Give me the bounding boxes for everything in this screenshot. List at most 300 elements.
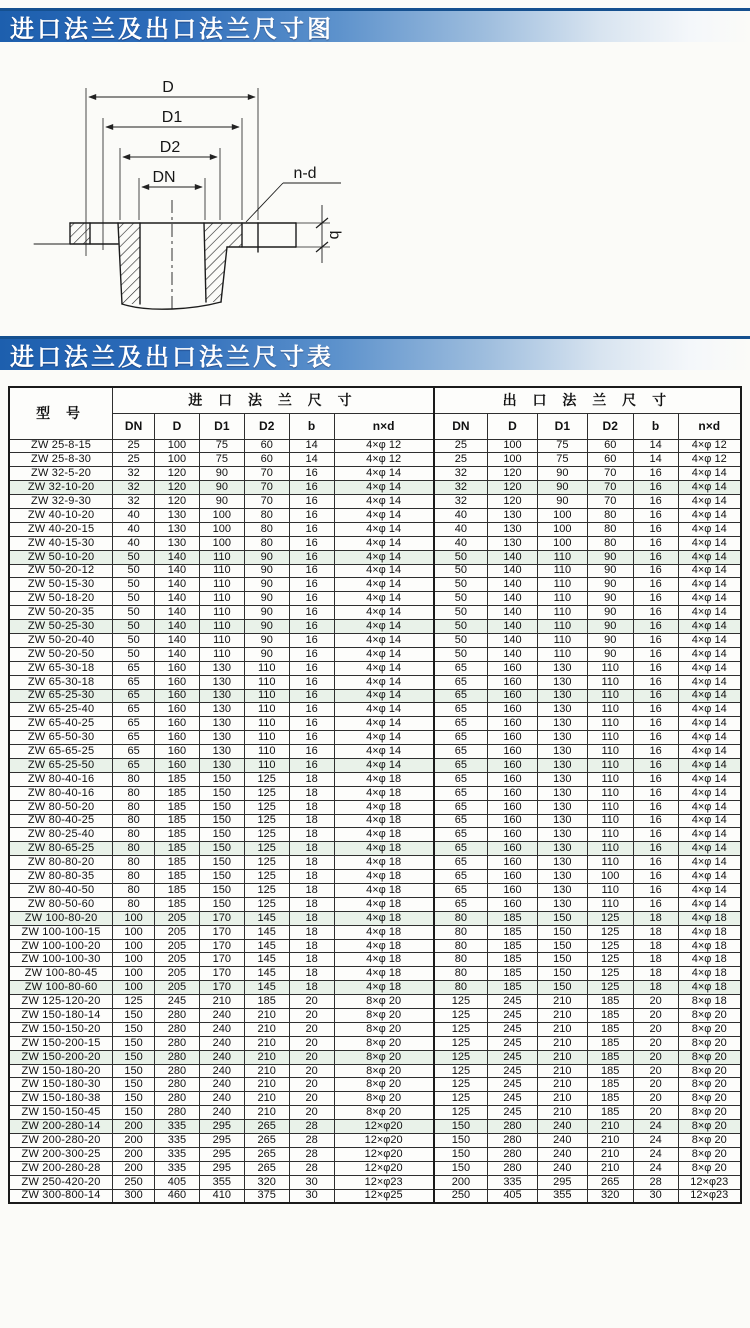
table-row bbox=[9, 606, 741, 620]
dimension-cell: 130 bbox=[537, 731, 587, 745]
dimension-cell: 90 bbox=[199, 481, 244, 495]
dimension-cell: 110 bbox=[587, 689, 633, 703]
dimension-cell: 50 bbox=[113, 606, 155, 620]
dimension-cell: 280 bbox=[488, 1134, 538, 1148]
dimension-cell: 4×φ 18 bbox=[334, 897, 434, 911]
dimension-cell: 16 bbox=[633, 856, 678, 870]
dimension-cell: 100 bbox=[113, 967, 155, 981]
dimension-cell: 150 bbox=[199, 856, 244, 870]
dimension-cell: 80 bbox=[434, 925, 488, 939]
dimension-cell: 8×φ 20 bbox=[678, 1120, 741, 1134]
dimension-cell: 110 bbox=[537, 620, 587, 634]
dimension-cell: 110 bbox=[587, 703, 633, 717]
dimension-cell: 16 bbox=[289, 536, 334, 550]
dimension-cell: 280 bbox=[155, 1009, 200, 1023]
dimension-cell: 240 bbox=[199, 1050, 244, 1064]
dimension-cell: 90 bbox=[587, 633, 633, 647]
dimension-cell: 160 bbox=[488, 897, 538, 911]
dimension-cell: 200 bbox=[434, 1175, 488, 1189]
dimension-cell: 160 bbox=[488, 758, 538, 772]
dimension-cell: 30 bbox=[289, 1189, 334, 1203]
dimension-cell: 16 bbox=[289, 467, 334, 481]
dimension-cell: 4×φ 14 bbox=[334, 467, 434, 481]
dimension-cell: 125 bbox=[434, 1036, 488, 1050]
dimension-cell: 110 bbox=[244, 703, 289, 717]
dimension-cell: 110 bbox=[244, 661, 289, 675]
dimension-cell: 120 bbox=[488, 481, 538, 495]
dimension-cell: 75 bbox=[537, 439, 587, 453]
dimension-cell: 185 bbox=[587, 1050, 633, 1064]
dimension-cell: 18 bbox=[289, 897, 334, 911]
dimension-cell: 4×φ 18 bbox=[678, 981, 741, 995]
dimension-cell: 140 bbox=[155, 620, 200, 634]
dimension-cell: 20 bbox=[289, 1036, 334, 1050]
dimension-cell: 280 bbox=[155, 1022, 200, 1036]
dimension-cell: 280 bbox=[155, 1064, 200, 1078]
dimension-cell: 4×φ 14 bbox=[678, 814, 741, 828]
dimension-cell: 16 bbox=[289, 661, 334, 675]
dimension-cell: 110 bbox=[244, 675, 289, 689]
dimension-cell: 75 bbox=[199, 439, 244, 453]
model-cell: ZW 150-200-15 bbox=[9, 1036, 113, 1050]
dimension-cell: 125 bbox=[244, 842, 289, 856]
dimension-cell: 50 bbox=[113, 564, 155, 578]
dimension-cell: 50 bbox=[113, 633, 155, 647]
model-cell: ZW 32-5-20 bbox=[9, 467, 113, 481]
dimension-cell: 16 bbox=[633, 828, 678, 842]
dimension-cell: 18 bbox=[289, 828, 334, 842]
dimension-cell: 4×φ 14 bbox=[678, 897, 741, 911]
dimension-cell: 16 bbox=[633, 717, 678, 731]
dimension-cell: 16 bbox=[633, 842, 678, 856]
dimension-cell: 120 bbox=[155, 495, 200, 509]
dimension-cell: 4×φ 14 bbox=[678, 508, 741, 522]
dimension-cell: 185 bbox=[488, 925, 538, 939]
dimension-cell: 160 bbox=[488, 675, 538, 689]
dimension-cell: 8×φ 20 bbox=[334, 1009, 434, 1023]
table-row bbox=[9, 967, 741, 981]
dimension-cell: 335 bbox=[155, 1147, 200, 1161]
dimension-cell: 130 bbox=[199, 717, 244, 731]
dimension-cell: 25 bbox=[113, 453, 155, 467]
dimension-cell: 4×φ 12 bbox=[678, 439, 741, 453]
dimension-cell: 245 bbox=[488, 1064, 538, 1078]
table-row bbox=[9, 758, 741, 772]
dimension-cell: 20 bbox=[289, 1064, 334, 1078]
table-row bbox=[9, 689, 741, 703]
dimension-cell: 4×φ 14 bbox=[678, 647, 741, 661]
dimension-cell: 8×φ 18 bbox=[678, 995, 741, 1009]
dimension-cell: 4×φ 14 bbox=[334, 592, 434, 606]
table-row bbox=[9, 1161, 741, 1175]
dimension-cell: 125 bbox=[244, 897, 289, 911]
dimension-cell: 130 bbox=[488, 536, 538, 550]
dimension-cell: 4×φ 14 bbox=[334, 578, 434, 592]
dimension-cell: 110 bbox=[587, 745, 633, 759]
dimension-cell: 28 bbox=[289, 1161, 334, 1175]
dimension-cell: 25 bbox=[113, 439, 155, 453]
dimension-cell: 100 bbox=[199, 508, 244, 522]
dimension-cell: 80 bbox=[434, 953, 488, 967]
dimension-cell: 245 bbox=[488, 1036, 538, 1050]
model-cell: ZW 150-200-20 bbox=[9, 1050, 113, 1064]
dimension-cell: 150 bbox=[537, 981, 587, 995]
dimension-cell: 130 bbox=[537, 786, 587, 800]
dimension-cell: 12×φ23 bbox=[678, 1189, 741, 1203]
dimension-labels bbox=[152, 79, 343, 240]
dimension-cell: 240 bbox=[537, 1120, 587, 1134]
dimension-cell: 145 bbox=[244, 925, 289, 939]
dimension-cell: 295 bbox=[199, 1134, 244, 1148]
dimension-cell: 130 bbox=[199, 675, 244, 689]
dimension-cell: 110 bbox=[587, 814, 633, 828]
dimension-cell: 280 bbox=[155, 1106, 200, 1120]
model-cell: ZW 65-40-25 bbox=[9, 717, 113, 731]
dimension-cell: 130 bbox=[199, 689, 244, 703]
dimension-cell: 240 bbox=[199, 1078, 244, 1092]
dimension-cell: 140 bbox=[155, 647, 200, 661]
dimension-cell: 16 bbox=[633, 800, 678, 814]
dimension-cell: 16 bbox=[633, 467, 678, 481]
table-row bbox=[9, 508, 741, 522]
dimension-cell: 4×φ 18 bbox=[334, 814, 434, 828]
dimension-cell: 210 bbox=[537, 1064, 587, 1078]
dimension-cell: 20 bbox=[633, 1078, 678, 1092]
dimension-cell: 20 bbox=[289, 1050, 334, 1064]
dimension-cell: 210 bbox=[244, 1092, 289, 1106]
model-cell: ZW 125-120-20 bbox=[9, 995, 113, 1009]
model-cell: ZW 65-50-30 bbox=[9, 731, 113, 745]
dimension-cell: 4×φ 18 bbox=[334, 884, 434, 898]
dimension-cell: 4×φ 18 bbox=[334, 870, 434, 884]
dimension-cell: 16 bbox=[289, 564, 334, 578]
dimension-cell: 185 bbox=[155, 897, 200, 911]
dimension-cell: 150 bbox=[199, 828, 244, 842]
dimension-cell: 4×φ 14 bbox=[334, 758, 434, 772]
dimension-cell: 110 bbox=[537, 647, 587, 661]
dimension-cell: 8×φ 20 bbox=[678, 1009, 741, 1023]
dimension-cell: 100 bbox=[113, 911, 155, 925]
dimension-cell: 4×φ 14 bbox=[678, 856, 741, 870]
dimension-cell: 375 bbox=[244, 1189, 289, 1203]
dimension-cell: 16 bbox=[633, 758, 678, 772]
dimension-cell: 80 bbox=[434, 911, 488, 925]
dimension-cell: 170 bbox=[199, 981, 244, 995]
dimension-cell: 18 bbox=[289, 786, 334, 800]
dimension-cell: 32 bbox=[113, 467, 155, 481]
dimension-cell: 245 bbox=[488, 1009, 538, 1023]
table-row bbox=[9, 495, 741, 509]
dimension-cell: 90 bbox=[199, 467, 244, 481]
dimension-cell: 210 bbox=[537, 1022, 587, 1036]
dimension-cell: 110 bbox=[199, 633, 244, 647]
dimension-cell: 110 bbox=[587, 786, 633, 800]
dimension-cell: 120 bbox=[155, 467, 200, 481]
dimension-cell: 8×φ 20 bbox=[678, 1078, 741, 1092]
dimension-cell: 65 bbox=[434, 786, 488, 800]
dimension-cell: 80 bbox=[434, 981, 488, 995]
dimension-cell: 145 bbox=[244, 953, 289, 967]
table-row bbox=[9, 925, 741, 939]
dimension-cell: 4×φ 14 bbox=[678, 675, 741, 689]
dimension-cell: 4×φ 14 bbox=[678, 550, 741, 564]
dimension-cell: 65 bbox=[434, 731, 488, 745]
dimension-cell: 40 bbox=[434, 508, 488, 522]
dimension-cell: 32 bbox=[113, 481, 155, 495]
dimension-cell: 16 bbox=[289, 578, 334, 592]
dimension-cell: 4×φ 14 bbox=[678, 606, 741, 620]
dimension-cell: 20 bbox=[633, 995, 678, 1009]
dimension-cell: 12×φ25 bbox=[334, 1189, 434, 1203]
dimension-cell: 145 bbox=[244, 939, 289, 953]
dimension-cell: 8×φ 20 bbox=[334, 1064, 434, 1078]
dimension-cell: 4×φ 18 bbox=[678, 967, 741, 981]
dimension-cell: 12×φ20 bbox=[334, 1161, 434, 1175]
model-column-header: 型 号 bbox=[9, 387, 113, 439]
dimension-cell: 130 bbox=[155, 522, 200, 536]
dimension-cell: 12×φ23 bbox=[678, 1175, 741, 1189]
dimension-cell: 160 bbox=[155, 731, 200, 745]
dimension-cell: 130 bbox=[199, 745, 244, 759]
table-row bbox=[9, 939, 741, 953]
dimension-cell: 14 bbox=[633, 453, 678, 467]
model-cell: ZW 80-80-20 bbox=[9, 856, 113, 870]
dimension-cell: 50 bbox=[113, 578, 155, 592]
dimension-cell: 16 bbox=[633, 606, 678, 620]
dimension-cell: 4×φ 14 bbox=[334, 550, 434, 564]
model-cell: ZW 150-180-38 bbox=[9, 1092, 113, 1106]
dimension-cell: 8×φ 20 bbox=[678, 1092, 741, 1106]
flange-dimensions-table bbox=[8, 386, 742, 1204]
dimension-cell: 14 bbox=[633, 439, 678, 453]
dimension-cell: 16 bbox=[633, 814, 678, 828]
dimension-cell: 4×φ 18 bbox=[334, 911, 434, 925]
dimension-cell: 80 bbox=[113, 772, 155, 786]
dimension-cell: 140 bbox=[155, 578, 200, 592]
dimension-cell: 80 bbox=[244, 508, 289, 522]
dimension-cell: 140 bbox=[155, 592, 200, 606]
dimension-cell: 16 bbox=[633, 495, 678, 509]
dimension-cell: 16 bbox=[633, 647, 678, 661]
dimension-cell: 130 bbox=[537, 828, 587, 842]
dimension-cell: 150 bbox=[199, 772, 244, 786]
dimension-cell: 4×φ 14 bbox=[678, 772, 741, 786]
model-cell: ZW 50-20-40 bbox=[9, 633, 113, 647]
dimension-cell: 210 bbox=[244, 1050, 289, 1064]
dimension-cell: 4×φ 14 bbox=[678, 633, 741, 647]
table-row bbox=[9, 647, 741, 661]
dimension-cell: 160 bbox=[488, 745, 538, 759]
dimension-cell: 280 bbox=[488, 1161, 538, 1175]
dimension-cell: 170 bbox=[199, 939, 244, 953]
dimension-cell: 130 bbox=[155, 536, 200, 550]
dimension-cell: 16 bbox=[633, 550, 678, 564]
dimension-cell: 355 bbox=[199, 1175, 244, 1189]
dimension-cell: 185 bbox=[155, 786, 200, 800]
dimension-cell: 80 bbox=[434, 967, 488, 981]
table-row bbox=[9, 1175, 741, 1189]
table-row bbox=[9, 1036, 741, 1050]
dimension-cell: 185 bbox=[155, 772, 200, 786]
dimension-cell: 130 bbox=[537, 772, 587, 786]
dimension-cell: 160 bbox=[488, 814, 538, 828]
dimension-cell: 185 bbox=[587, 1064, 633, 1078]
dimension-cell: 110 bbox=[587, 772, 633, 786]
dimension-cell: 245 bbox=[488, 1092, 538, 1106]
dimension-cell: 150 bbox=[113, 1009, 155, 1023]
dimension-cell: 70 bbox=[244, 495, 289, 509]
dimension-cell: 4×φ 14 bbox=[334, 647, 434, 661]
model-cell: ZW 80-50-20 bbox=[9, 800, 113, 814]
dimension-cell: 18 bbox=[289, 981, 334, 995]
dimension-cell: 160 bbox=[488, 772, 538, 786]
model-cell: ZW 40-10-20 bbox=[9, 508, 113, 522]
dimension-cell: 65 bbox=[113, 661, 155, 675]
dimension-cell: 90 bbox=[587, 606, 633, 620]
dimension-cell: 150 bbox=[199, 786, 244, 800]
dimension-cell: 90 bbox=[587, 550, 633, 564]
dimension-cell: 240 bbox=[199, 1064, 244, 1078]
dimension-cell: 150 bbox=[113, 1036, 155, 1050]
dimension-cell: 110 bbox=[199, 647, 244, 661]
model-cell: ZW 25-8-15 bbox=[9, 439, 113, 453]
dimension-cell: 65 bbox=[113, 731, 155, 745]
dimension-cell: 80 bbox=[587, 522, 633, 536]
dimension-cell: 4×φ 14 bbox=[334, 564, 434, 578]
dimension-cell: 70 bbox=[244, 481, 289, 495]
dimension-cell: 110 bbox=[244, 731, 289, 745]
table-row bbox=[9, 633, 741, 647]
dimension-cell: 50 bbox=[434, 606, 488, 620]
outlet-col-d: D bbox=[488, 413, 538, 439]
inlet-col-dn: DN bbox=[113, 413, 155, 439]
dimension-cell: 125 bbox=[434, 1064, 488, 1078]
dimension-cell: 65 bbox=[113, 745, 155, 759]
dimension-cell: 130 bbox=[199, 661, 244, 675]
dimension-cell: 4×φ 14 bbox=[334, 606, 434, 620]
dimension-cell: 405 bbox=[155, 1175, 200, 1189]
model-cell: ZW 65-30-18 bbox=[9, 661, 113, 675]
dimension-cell: 60 bbox=[244, 453, 289, 467]
dimension-cell: 265 bbox=[244, 1147, 289, 1161]
dimension-cell: 24 bbox=[633, 1134, 678, 1148]
dimension-cell: 70 bbox=[587, 495, 633, 509]
dimension-cell: 185 bbox=[587, 1106, 633, 1120]
model-cell: ZW 32-10-20 bbox=[9, 481, 113, 495]
dimension-cell: 110 bbox=[587, 717, 633, 731]
model-cell: ZW 80-40-16 bbox=[9, 772, 113, 786]
table-row bbox=[9, 481, 741, 495]
dimension-cell: 245 bbox=[155, 995, 200, 1009]
dimension-cell: 20 bbox=[289, 1009, 334, 1023]
dimension-cell: 18 bbox=[633, 925, 678, 939]
dimension-cell: 4×φ 18 bbox=[334, 800, 434, 814]
dimension-cell: 295 bbox=[537, 1175, 587, 1189]
flange-cross-section-diagram bbox=[28, 68, 358, 320]
dimension-cell: 125 bbox=[587, 967, 633, 981]
dimension-cell: 125 bbox=[244, 800, 289, 814]
dimension-cell: 32 bbox=[434, 495, 488, 509]
dimension-cell: 185 bbox=[155, 828, 200, 842]
dimension-cell: 140 bbox=[488, 620, 538, 634]
dimension-cell: 90 bbox=[587, 578, 633, 592]
dimension-cell: 90 bbox=[537, 467, 587, 481]
dimension-cell: 130 bbox=[155, 508, 200, 522]
dimension-cell: 210 bbox=[537, 995, 587, 1009]
dimension-cell: 20 bbox=[633, 1092, 678, 1106]
dimension-cell: 4×φ 18 bbox=[678, 911, 741, 925]
dimension-cell: 100 bbox=[155, 439, 200, 453]
dimension-cell: 4×φ 18 bbox=[334, 981, 434, 995]
dimension-cell: 16 bbox=[289, 606, 334, 620]
dimension-cell: 110 bbox=[587, 856, 633, 870]
dimension-cell: 140 bbox=[155, 550, 200, 564]
dimension-cell: 4×φ 18 bbox=[334, 856, 434, 870]
dimension-cell: 140 bbox=[488, 633, 538, 647]
dimension-cell: 295 bbox=[199, 1147, 244, 1161]
dimension-cell: 30 bbox=[633, 1189, 678, 1203]
dimension-cell: 4×φ 12 bbox=[334, 453, 434, 467]
dimension-cell: 16 bbox=[289, 689, 334, 703]
dimension-cell: 265 bbox=[244, 1134, 289, 1148]
dimension-cell: 14 bbox=[289, 439, 334, 453]
table-row bbox=[9, 620, 741, 634]
dimension-cell: 210 bbox=[244, 1064, 289, 1078]
dimension-cell: 140 bbox=[488, 592, 538, 606]
dimension-cell: 90 bbox=[244, 578, 289, 592]
dimension-cell: 160 bbox=[488, 800, 538, 814]
dimension-cell: 110 bbox=[587, 842, 633, 856]
dimension-cell: 20 bbox=[289, 1106, 334, 1120]
section-title-table bbox=[0, 336, 750, 370]
dimension-cell: 80 bbox=[113, 842, 155, 856]
dimension-cell: 16 bbox=[289, 592, 334, 606]
model-cell: ZW 200-280-20 bbox=[9, 1134, 113, 1148]
dimension-cell: 40 bbox=[113, 508, 155, 522]
dimension-cell: 65 bbox=[434, 884, 488, 898]
table-title-text: 进口法兰及出口法兰尺寸表 bbox=[10, 345, 334, 371]
dimension-cell: 75 bbox=[199, 453, 244, 467]
model-cell: ZW 150-180-20 bbox=[9, 1064, 113, 1078]
flange-hatch-sections bbox=[70, 223, 242, 304]
model-cell: ZW 50-20-35 bbox=[9, 606, 113, 620]
dimension-cell: 240 bbox=[199, 1106, 244, 1120]
dimension-cell: 245 bbox=[488, 1022, 538, 1036]
dimension-cell: 100 bbox=[537, 536, 587, 550]
dimension-cell: 18 bbox=[289, 870, 334, 884]
dimension-cell: 130 bbox=[537, 661, 587, 675]
dimension-cell: 28 bbox=[633, 1175, 678, 1189]
dimension-cell: 20 bbox=[633, 1050, 678, 1064]
dimension-cell: 210 bbox=[587, 1161, 633, 1175]
dimension-cell: 65 bbox=[434, 689, 488, 703]
model-cell: ZW 150-150-20 bbox=[9, 1022, 113, 1036]
dimension-cell: 185 bbox=[155, 842, 200, 856]
dimension-cell: 245 bbox=[488, 995, 538, 1009]
dimension-cell: 160 bbox=[488, 786, 538, 800]
dimension-cell: 18 bbox=[633, 911, 678, 925]
dimension-cell: 16 bbox=[289, 481, 334, 495]
table-row bbox=[9, 661, 741, 675]
dimension-cell: 50 bbox=[113, 592, 155, 606]
dimension-cell: 160 bbox=[155, 703, 200, 717]
dimension-cell: 80 bbox=[113, 884, 155, 898]
dimension-cell: 205 bbox=[155, 911, 200, 925]
model-cell: ZW 50-20-12 bbox=[9, 564, 113, 578]
dimension-cell: 125 bbox=[244, 814, 289, 828]
dimension-cell: 150 bbox=[537, 939, 587, 953]
dimension-cell: 16 bbox=[633, 564, 678, 578]
